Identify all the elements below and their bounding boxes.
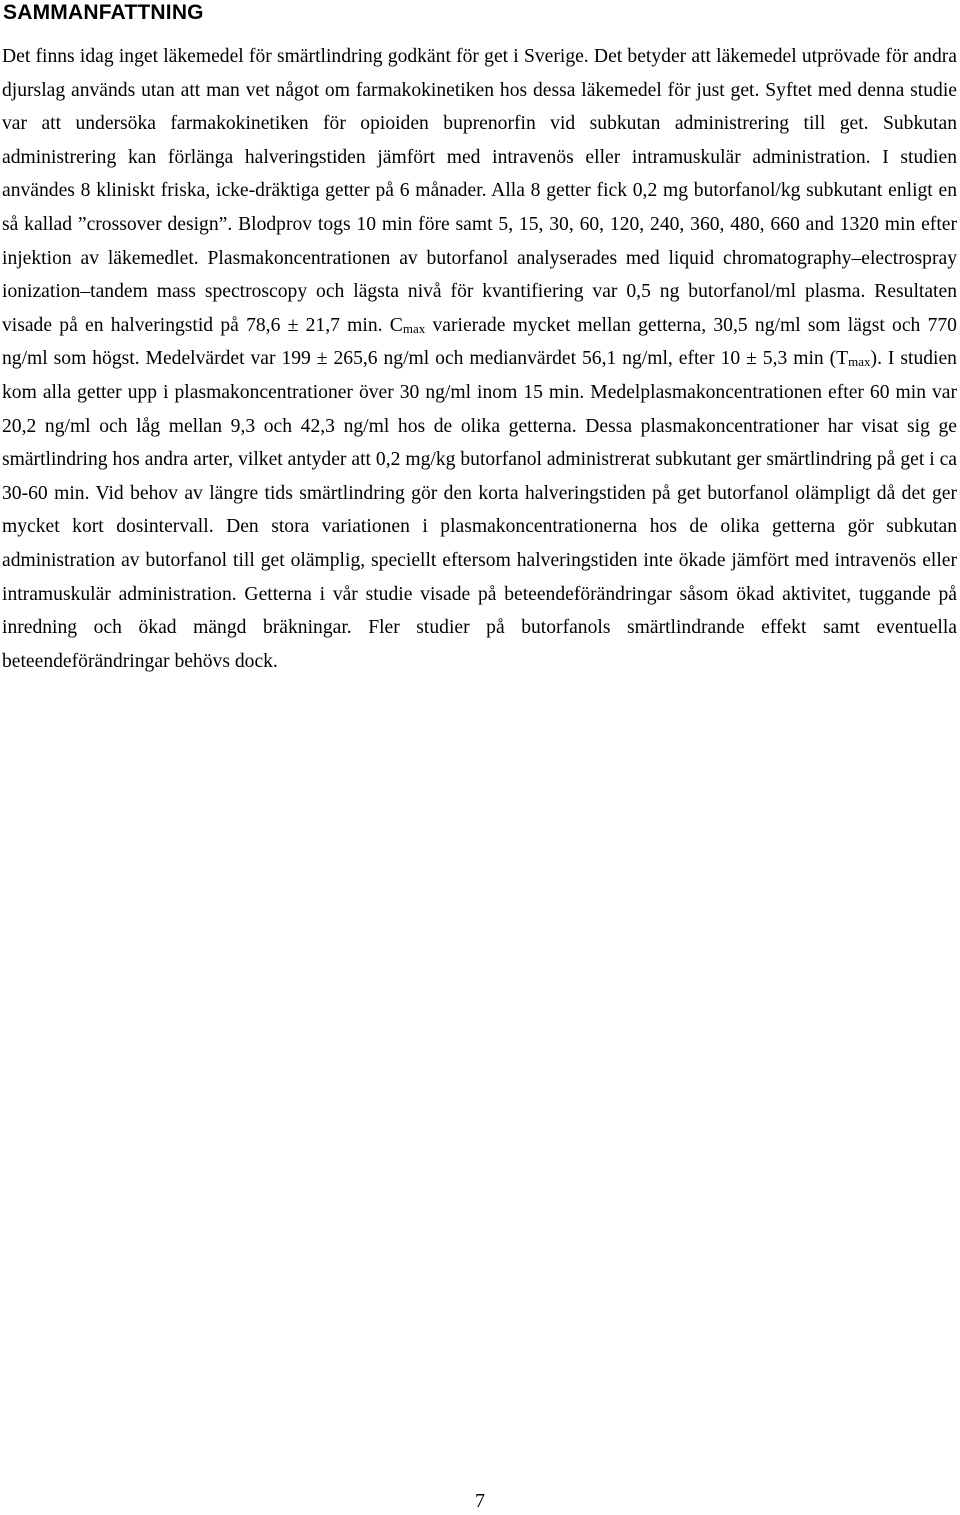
paragraph-text: varierade mycket mellan getterna, 30,5 ng/ml som lägst och 770 ng/ml som högst. Medelvärdet var 199 ± 265,6 ng/ml och medianvärdet 56,1 ng/ml, efter 10 ± 5,3 min (T <box>2 314 957 370</box>
summary-paragraph <box>2 40 957 678</box>
subscript-max: max <box>848 354 871 370</box>
page-number: 7 <box>475 1490 485 1512</box>
subscript-max: max <box>402 320 426 336</box>
paragraph-text: ). I studien kom alla getter upp i plasmakoncentrationer över 30 ng/ml inom 15 min. Medelplasmakoncentrationen efter 60 min var 20,2 ng/ml och låg mellan 9,3 och 42,3 ng/ml hos de olika getterna. Dessa plasmakoncentrationer har visat sig ge smärtlindring hos andra arter, vilket antyder att 0,2 mg/kg butorfanol administrerat subkutant ger smärtlindring på get i ca 30-60 min. Vid behov av längre tids smärtlindring gör den korta halveringstiden på get butorfanol olämpligt då det ger mycket kort dosintervall. Den stora variationen i plasmakoncentrationerna hos de olika getterna gör subkutan administration av butorfanol till get olämplig, speciellt eftersom halveringstiden inte ökade jämfört med intravenös eller intramuskulär administration. Getterna i vår studie visade på beteendeförändringar såsom ökad aktivitet, tuggande på inredning och ökad mängd bräkningar. Fler studier på butorfanols smärtlindrande effekt samt eventuella beteendeförändringar behövs dock. <box>2 348 957 672</box>
paragraph-text: Det finns idag inget läkemedel för smärtlindring godkänt för get i Sverige. Det betyder att läkemedel utprövade för andra djurslag används utan att man vet något om farmakokinetiken hos dessa läkemedel för just get. Syftet med denna studie var att undersöka farmakokinetiken för opioiden buprenorfin vid subkutan administrering till get. Subkutan administrering kan förlänga halveringstiden jämfört med intravenös eller intramuskulär administration. I studien användes 8 kliniskt friska, icke-dräktiga getter på 6 månader. Alla 8 getter fick 0,2 mg butorfanol/kg subkutant enligt en så kallad ”crossover design”. Blodprov togs 10 min före samt 5, 15, 30, 60, 120, 240, 360, 480, 660 and 1320 min efter injektion av läkemedlet. Plasmakoncentrationen av butorfanol analyserades med liquid chromatography–electrospray ionization–tandem mass spectroscopy och lägsta nivå för kvantifiering var 0,5 ng butorfanol/ml plasma. Resultaten visade på en halveringstid på 78,6 ± 21,7 min. C <box>2 46 957 336</box>
section-heading: SAMMANFATTNING <box>3 1 204 24</box>
